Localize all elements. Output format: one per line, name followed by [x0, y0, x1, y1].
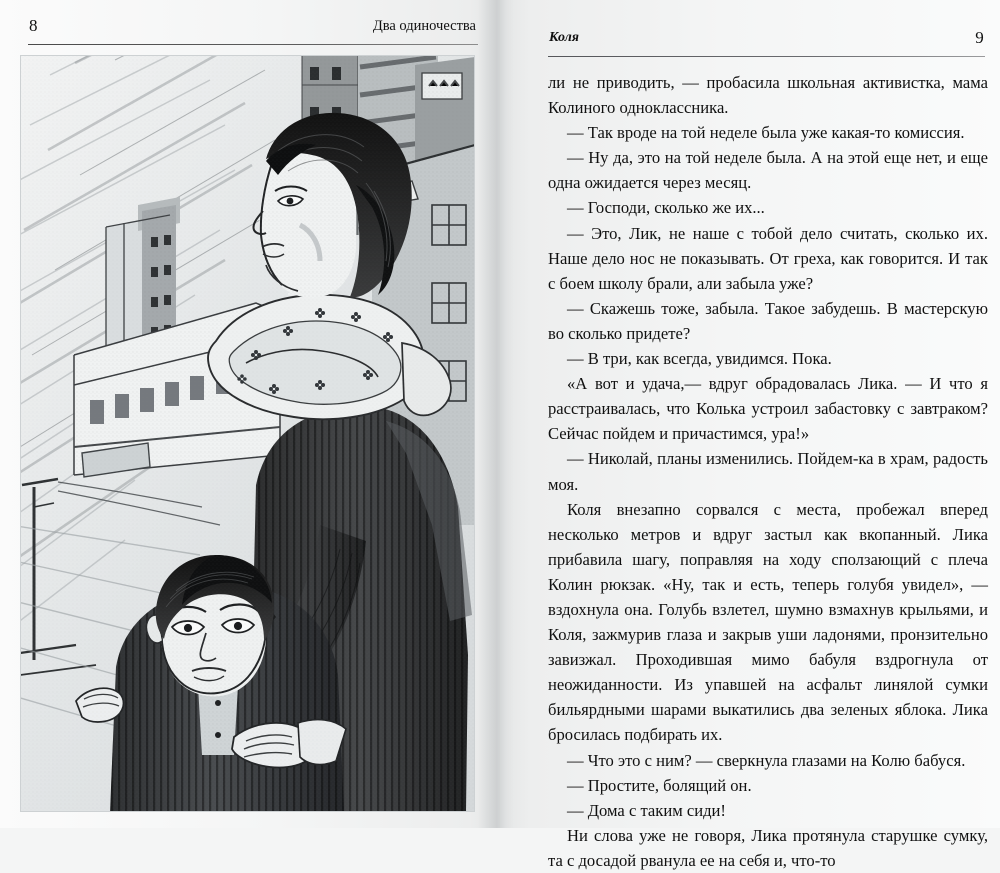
body-paragraph: — Дома с таким сиди!	[567, 800, 726, 820]
body-paragraph: — Так вроде на той неделе была уже какая-то комиссия.	[567, 123, 965, 143]
body-paragraph: — Простите, болящий он.	[567, 775, 752, 795]
recto-header-rule	[548, 56, 985, 57]
body-paragraph: — Господи, сколько же их...	[567, 198, 765, 218]
recto-running-title: Коля	[549, 30, 580, 45]
body-paragraph: ли не приводить, — пробасила школьная активистка, мама Колиного одноклассника.	[548, 73, 988, 118]
body-paragraph: — В три, как всегда, увидимся. Пока.	[567, 349, 832, 369]
verso-running-title: Два одиночества	[372, 18, 476, 34]
verso-folio: 8	[29, 16, 38, 35]
body-paragraph: — Это, Лик, не наше с тобой дело считать, сколько их. Наше дело нос не показывать. От греха, как говорится. И так с боем школу брали, али забыла уже?	[548, 223, 988, 293]
body-paragraph: Ни слова уже не говоря, Лика протянула старушке сумку, та с досадой рванула ее на себя и, что-то	[548, 825, 988, 870]
verso-running-head	[28, 14, 478, 48]
body-paragraph: Коля внезапно сорвался с места, пробежал вперед несколько метров и вдруг застыл как вкопанный. Лика прибавила шагу, поправляя на ходу сползающий с плеча Колин рюкзак. «Ну, так и есть, теперь голубя увидел», — вздохнула она. Голубь взлетел, шумно взмахнув крыльями, и Коля, зажмурив глаза и закрыв уши ладонями, пронзительно завизжал. Проходившая мимо бабуля вздрогнула от неожиданности. Из упавшей на асфальт линялой сумки бильярдными шарами выкатились два зеленых яблока. Лика бросилась подбирать их.	[548, 499, 988, 745]
body-paragraph: — Николай, планы изменились. Пойдем-ка в храм, радость моя.	[548, 449, 988, 494]
pencil-illustration-woman-and-boy	[20, 55, 475, 812]
recto-running-head	[548, 26, 985, 60]
body-paragraph: «А вот и удача,— вдруг обрадовалась Лика. — И что я расстраивалась, что Колька устроил забастовку с завтраком? Сейчас пойдем и причастимся, ура!»	[548, 374, 988, 444]
body-paragraph: — Ну да, это на той неделе была. А на этой еще нет, и еще одна ожидается через месяц.	[548, 148, 988, 193]
recto-body-text	[548, 70, 988, 873]
verso-page	[0, 0, 500, 828]
verso-header-rule	[28, 44, 478, 45]
body-paragraph: — Скажешь тоже, забыла. Такое забудешь. В мастерскую во сколько придете?	[548, 298, 988, 343]
recto-page	[500, 0, 1000, 870]
recto-folio: 9	[975, 28, 984, 47]
body-paragraph: — Что это с ним? — сверкнула глазами на Колю бабуся.	[567, 750, 966, 770]
